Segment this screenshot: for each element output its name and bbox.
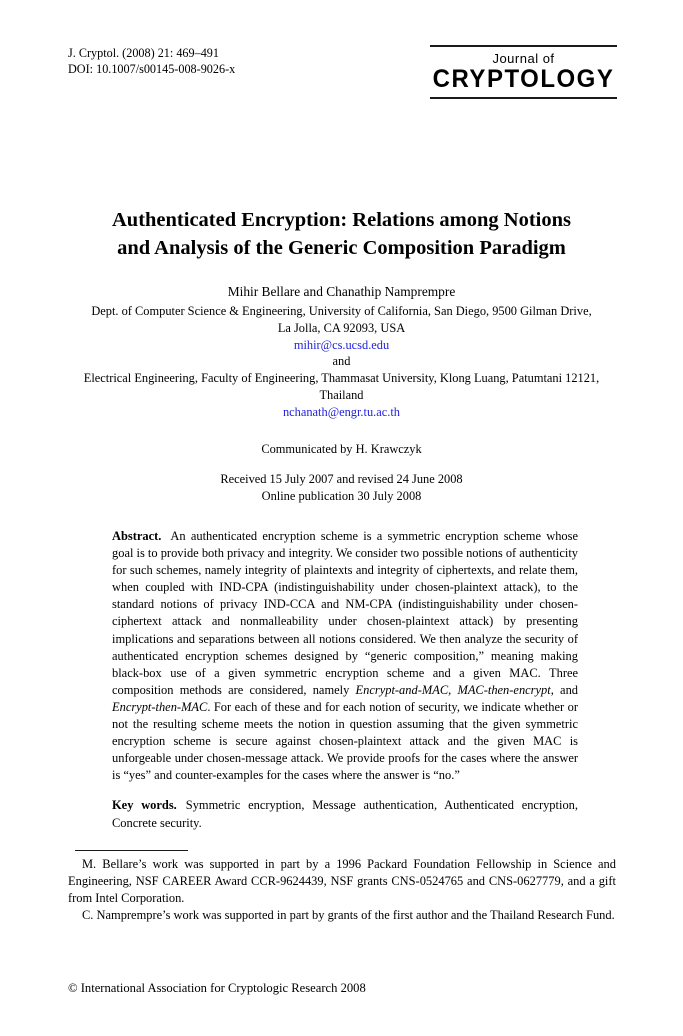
journal-logo-line2: CRYPTOLOGY — [432, 64, 615, 94]
title-line-1: Authenticated Encryption: Relations among Notions — [112, 209, 571, 231]
journal-reference: J. Cryptol. (2008) 21: 469–491 — [68, 46, 219, 60]
footnotes-block — [68, 856, 616, 924]
authors: Mihir Bellare and Chanathip Namprempre — [227, 284, 456, 299]
affiliations-block — [34, 303, 649, 421]
keywords-label: Key words. — [112, 798, 177, 813]
journal-logo — [430, 45, 617, 99]
journal-citation-block — [68, 46, 388, 77]
online-publication-date: Online publication 30 July 2008 — [261, 489, 422, 503]
journal-logo-line1: Journal of — [492, 51, 555, 66]
abstract-text-1: An authenticated encryption scheme is a symmetric encryption scheme whose goal is to provide both privacy and integrity. We consider two possible notions of authenticity for such schemes, namely integrity of plaintexts and integrity of ciphertexts, and relate them, when coupled with IND-CPA (indistinguishability under chosen-plaintext attack), to the standard notions of privacy IND-CCA and NM-CPA (indistinguishability under chosen-ciphertext attack and nonmalleability under chosen-plaintext attack) by presenting implications and separations between all notions considered. We then analyze the security of authenticated encryption schemes designed by “generic composition,” meaning making black-box use of a given symmetric encryption scheme and a given MAC. Three composition methods are considered, namely — [112, 529, 579, 697]
keywords-text: Symmetric encryption, Message authentication, Authenticated encryption, Concrete security. — [112, 798, 578, 830]
affiliation1-line1: Dept. of Computer Science & Engineering, University of California, San Diego, 9500 Gilman Drive, — [91, 304, 592, 318]
footnote-1: M. Bellare’s work was supported in part by a 1996 Packard Foundation Fellowship in Science and Engineering, NSF CAREER Award CCR-9624439, NSF grants CNS-0524765 and CNS-0627779, and a gift from Intel Corporation. — [68, 857, 616, 906]
keywords-paragraph — [112, 797, 578, 831]
page-title — [50, 206, 633, 262]
dates-block — [50, 471, 633, 505]
email-link-nchanath[interactable]: nchanath@engr.tu.ac.th — [282, 404, 401, 419]
affiliation2-line2: Thailand — [319, 387, 364, 402]
affiliation2-line1: Electrical Engineering, Faculty of Engineering, Thammasat University, Klong Luang, Patumtani 12121, — [83, 371, 600, 386]
footnote-2: C. Namprempre’s work was supported in part by grants of the first author and the Thailand Research Fund. — [82, 908, 615, 923]
abstract-method-2: MAC-then-encrypt — [457, 682, 551, 697]
affiliation1-line2: La Jolla, CA 92093, USA — [277, 320, 406, 335]
abstract-section — [112, 528, 578, 832]
footnote-rule — [75, 850, 188, 851]
email-link-mihir[interactable]: mihir@cs.ucsd.edu — [293, 337, 390, 352]
abstract-text-2: . For each of these and for each notion of security, we indicate whether or not the resulting scheme meets the notion in question assuming that the given symmetric encryption scheme is secure against chosen-plaintext attack and the given MAC is unforgeable under chosen-message attack. We provide proofs for the cases where the answer is “yes” and counter-examples for the cases where the answer is “no.” — [112, 699, 578, 783]
abstract-label: Abstract. — [112, 529, 162, 543]
communicated-by: Communicated by H. Krawczyk — [261, 442, 422, 456]
title-line-2: and Analysis of the Generic Composition Paradigm — [117, 237, 566, 259]
copyright-notice: © International Association for Cryptologic Research 2008 — [68, 981, 366, 995]
abstract-paragraph — [112, 528, 578, 784]
abstract-method-1: Encrypt-and-MAC — [355, 682, 449, 697]
affiliation-separator: and — [332, 354, 351, 369]
abstract-sep-2: , and — [550, 682, 579, 697]
doi: DOI: 10.1007/s00145-008-9026-x — [68, 61, 236, 76]
received-date: Received 15 July 2007 and revised 24 June 2008 — [220, 472, 463, 486]
abstract-method-3: Encrypt-then-MAC — [112, 699, 208, 714]
abstract-sep-1: , — [448, 682, 458, 697]
